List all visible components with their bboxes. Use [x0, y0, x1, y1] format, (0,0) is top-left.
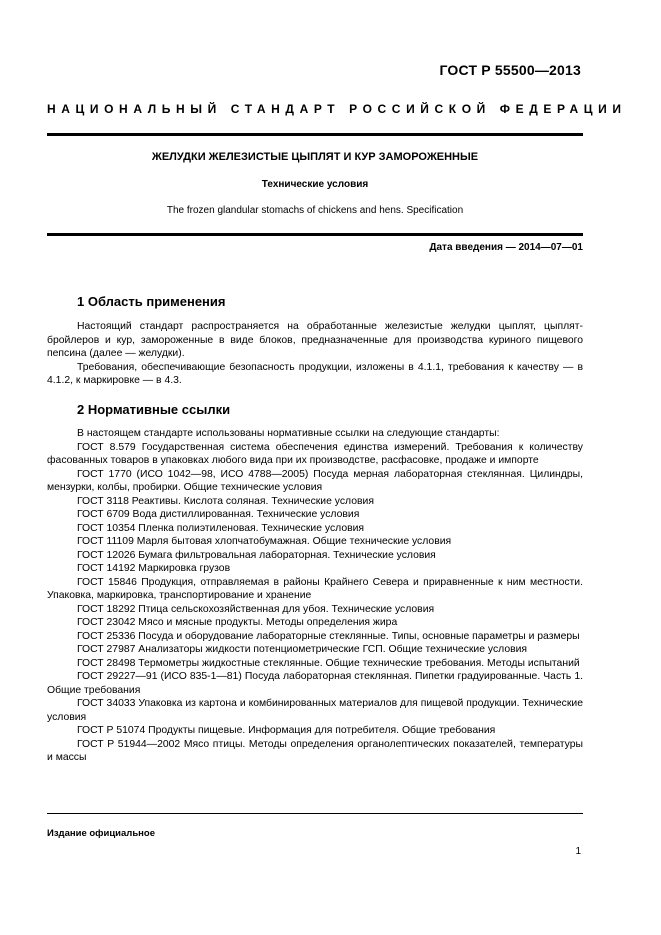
- section-2-intro: В настоящем стандарте использованы нормативные ссылки на следующие стандарты:: [77, 428, 500, 439]
- reference-item: ГОСТ 14192 Маркировка грузов: [77, 563, 231, 574]
- reference-item: ГОСТ 3118 Реактивы. Кислота соляная. Технические условия: [77, 495, 374, 507]
- reference-item: ГОСТ 6709 Вода дистиллированная. Технические условия: [77, 509, 360, 520]
- section-1-paragraph: Настоящий стандарт распространяется на обработанные железистые желудки цыплят, цыплят-бройлеров и кур, замороженные в виде блоков, предназначенные для производства куриного пищевого пепсина (далее — желудки).: [47, 321, 583, 359]
- reference-item: ГОСТ 11109 Марля бытовая хлопчатобумажная. Общие технические условия: [77, 536, 452, 547]
- introduction-date: Дата введения — 2014—07—01: [429, 242, 583, 253]
- document-english-title: The frozen glandular stomachs of chickens and hens. Specification: [166, 205, 464, 216]
- title-bottom-divider: [47, 233, 583, 236]
- reference-item: ГОСТ 27987 Анализаторы жидкости потенциометрические ГСП. Общие технические условия: [77, 644, 528, 655]
- official-edition-label: Издание официальное: [47, 828, 155, 839]
- footer-divider: [47, 813, 583, 814]
- reference-item: ГОСТ 23042 Мясо и мясные продукты. Методы определения жира: [77, 617, 398, 628]
- reference-item: ГОСТ 12026 Бумага фильтровальная лабораторная. Технические условия: [77, 549, 436, 561]
- reference-item: ГОСТ 10354 Пленка полиэтиленовая. Технические условия: [77, 522, 365, 534]
- section-1-paragraph: Требования, обеспечивающие безопасность продукции, изложены в 4.1.1, требования к качеству — в 4.1.2, к маркировке — в 4.3.: [47, 361, 583, 386]
- reference-item: ГОСТ Р 51074 Продукты пищевые. Информация для потребителя. Общие требования: [77, 725, 496, 736]
- reference-item: ГОСТ 15846 Продукция, отправляемая в районы Крайнего Севера и приравненные к ним местности. Упаковка, маркировка, транспортирование и хранение: [47, 576, 583, 601]
- page-number: 1: [575, 846, 581, 857]
- reference-item: ГОСТ 18292 Птица сельскохозяйственная для убоя. Технические условия: [77, 603, 435, 615]
- reference-item: ГОСТ 29227—91 (ИСО 835-1—81) Посуда лабораторная стеклянная. Пипетки градуированные. Часть 1. Общие требования: [47, 671, 583, 696]
- section-1-heading: 1 Область применения: [77, 294, 226, 309]
- top-divider: [47, 133, 583, 136]
- document-title: ЖЕЛУДКИ ЖЕЛЕЗИСТЫЕ ЦЫПЛЯТ И КУР ЗАМОРОЖЕННЫЕ: [151, 151, 479, 163]
- reference-item: ГОСТ 25336 Посуда и оборудование лабораторные стеклянные. Типы, основные параметры и размеры: [77, 630, 580, 642]
- section-1-body: [47, 320, 583, 388]
- national-standard-banner: НАЦИОНАЛЬНЫЙ СТАНДАРТ РОССИЙСКОЙ ФЕДЕРАЦИИ: [47, 102, 627, 116]
- reference-item: ГОСТ Р 51944—2002 Мясо птицы. Методы определения органолептических показателей, температуры и массы: [47, 738, 583, 763]
- section-2-heading: 2 Нормативные ссылки: [77, 402, 231, 417]
- gost-number: ГОСТ Р 55500—2013: [439, 62, 581, 78]
- reference-item: ГОСТ 1770 (ИСО 1042—98, ИСО 4788—2005) Посуда мерная лабораторная стеклянная. Цилиндры, мензурки, колбы, пробирки. Общие технические условия: [47, 468, 583, 493]
- section-2-body: [47, 427, 583, 765]
- reference-item: ГОСТ 8.579 Государственная система обеспечения единства измерений. Требования к количеству фасованных товаров в упаковках любого вида при их производстве, расфасовке, продаже и импорте: [47, 441, 583, 466]
- reference-item: ГОСТ 28498 Термометры жидкостные стеклянные. Общие технические требования. Методы испытаний: [77, 657, 580, 669]
- document-subtitle: Технические условия: [261, 179, 369, 190]
- reference-item: ГОСТ 34033 Упаковка из картона и комбинированных материалов для пищевой продукции. Технические условия: [47, 698, 583, 723]
